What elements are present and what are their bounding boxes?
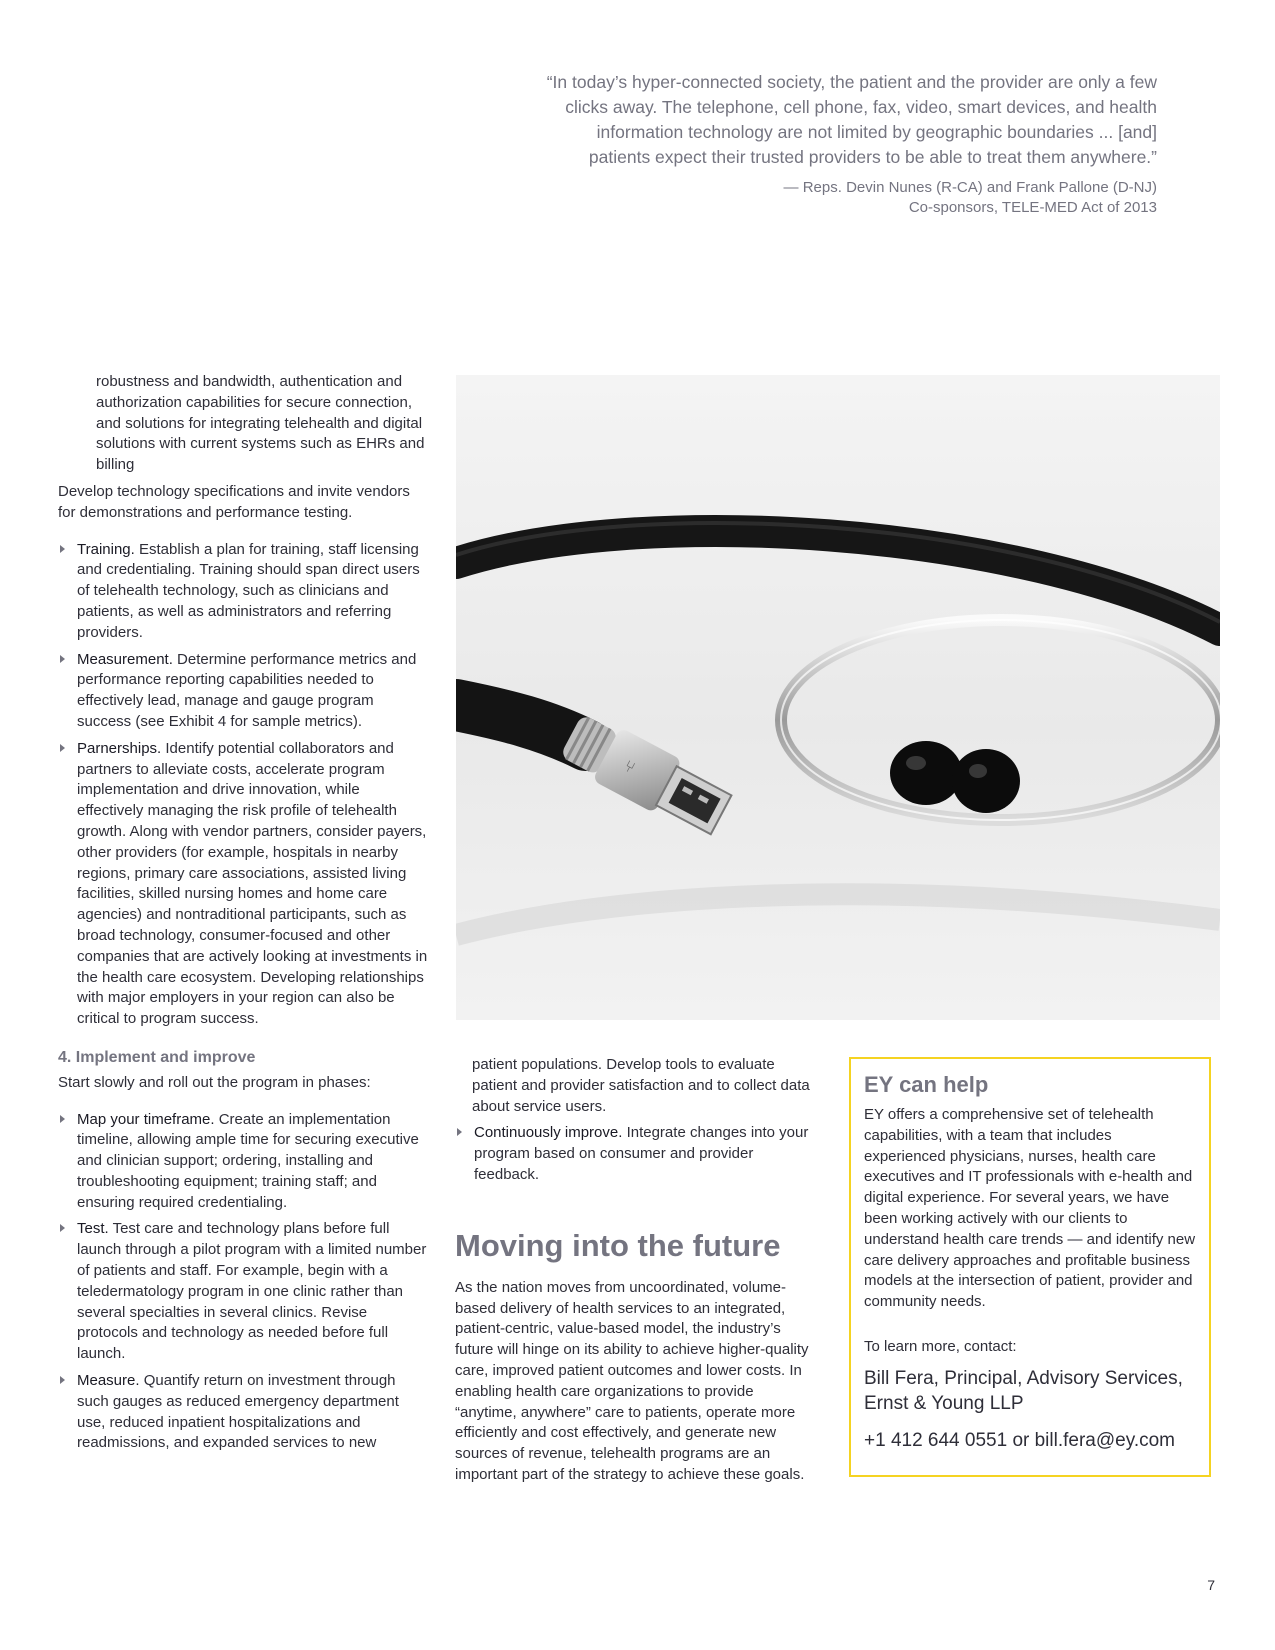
bullet-lead: Measurement.: [77, 650, 173, 668]
svg-text:⑂: ⑂: [621, 756, 639, 778]
quote-line: clicks away. The telephone, cell phone, fax, video, smart devices, and health: [565, 97, 1157, 117]
bullet-lead: Test.: [77, 1220, 109, 1238]
pull-quote: [457, 70, 1157, 218]
box-title: EY can help: [864, 1072, 989, 1097]
list-item: [58, 1219, 430, 1365]
section-heading: 4. Implement and improve: [58, 1048, 256, 1066]
quote-attribution-line: Co-sponsors, TELE-MED Act of 2013: [908, 199, 1157, 216]
quote-attribution-line: — Reps. Devin Nunes (R-CA) and Frank Pallone (D-NJ): [783, 179, 1157, 196]
list-item: [455, 1123, 815, 1185]
bullet-text: Determine performance metrics and performance reporting capabilities needed to effectively lead, manage and gauge program success (see Exhibit 4 for sample metrics).: [77, 650, 417, 730]
quote-line: patients expect their trusted providers to be able to treat them anywhere.”: [588, 147, 1157, 167]
list-item: [58, 1110, 430, 1214]
bullet-arrow-icon: [60, 655, 65, 663]
bullet-arrow-icon: [60, 744, 65, 752]
bullet-lead: Parnerships.: [77, 739, 162, 757]
page-number: 7: [1207, 1577, 1215, 1593]
quote-attribution: [457, 178, 1157, 218]
bullet-text: Establish a plan for training, staff licensing and credentialing. Training should span direct users of telehealth technology, such as clinicians and patients, as well as administrators and referring providers.: [77, 540, 420, 641]
left-column: [58, 372, 430, 1460]
list-item: [58, 650, 430, 733]
bullet-list: [455, 1123, 815, 1185]
contact-phone-email[interactable]: +1 412 644 0551 or bill.fera@ey.com: [864, 1429, 1175, 1451]
continued-bullet-text: robustness and bandwidth, authentication and authorization capabilities for secure connection, and solutions for integrating telehealth and digital solutions with current systems such as EHRs and billing: [96, 373, 425, 474]
contact-name: Bill Fera, Principal, Advisory Services, Ernst & Young LLP: [864, 1367, 1183, 1414]
quote-line: “In today’s hyper-connected society, the patient and the provider are only a few: [546, 72, 1157, 92]
bullet-lead: Continuously improve.: [474, 1124, 623, 1142]
continued-bullet-text: patient populations. Develop tools to evaluate patient and provider satisfaction and to collect data about service users.: [472, 1056, 810, 1115]
bullet-arrow-icon: [60, 1224, 65, 1232]
bullet-text: Identify potential collaborators and partners to alleviate costs, accelerate program implementation and drive innovation, while effectively managing the risk profile of telehealth growth. Along with vendor partners, consider payers, other providers (for example, hospitals in nearby regions, primary care associations, assisted living facilities, skilled nursing homes and home care agencies) and nontraditional participants, such as broad technology, consumer-focused and other companies that are actively looking at investments in the health care ecosystem. Developing relationships with major employers in your region can also be critical to program success.: [77, 739, 428, 1028]
section-intro: Start slowly and roll out the program in phases:: [58, 1073, 371, 1091]
bullet-list: [58, 1110, 430, 1455]
bullet-lead: Measure.: [77, 1372, 140, 1390]
bullet-arrow-icon: [60, 1376, 65, 1384]
bullet-text: Create an implementation timeline, allowing ample time for securing executive and clinician support; ordering, installing and troubleshooting equipment; training staff; and ensuring required credentialing.: [77, 1110, 419, 1211]
list-item: [58, 1371, 430, 1454]
paragraph: As the nation moves from uncoordinated, volume-based delivery of health services to an integrated, patient-centric, value-based model, the industry’s future will hinge on its ability to achieve higher-quality care, improved patient outcomes and lower costs. In enabling health care organizations to provide “anytime, anywhere” care to patients, operate more efficiently and cost effectively, and generate new sources of revenue, telehealth programs are an important part of the strategy to achieve these goals.: [455, 1278, 809, 1483]
quote-line: information technology are not limited by geographic boundaries ... [and]: [596, 122, 1157, 142]
ey-can-help-box: [849, 1057, 1211, 1477]
bullet-arrow-icon: [60, 1115, 65, 1123]
bullet-text: Integrate changes into your program based on consumer and provider feedback.: [474, 1124, 809, 1183]
bullet-text: Test care and technology plans before full launch through a pilot program with a limited number of patients and staff. For example, begin with a teledermatology program in one clinic rather than several specialties in several clinics. Revise protocols and technology as needed before full launch.: [77, 1220, 427, 1363]
learn-more-label: To learn more, contact:: [864, 1337, 1017, 1355]
bullet-arrow-icon: [60, 545, 65, 553]
list-item: [58, 739, 430, 1030]
box-body: EY offers a comprehensive set of telehealth capabilities, with a team that includes experienced physicians, nurses, health care executives and IT professionals with e-health and digital experience. For several years, we have been working actively with our clients to understand health care trends — and identify new care delivery approaches and profitable business models at the intersection of patient, provider and community needs.: [864, 1106, 1196, 1311]
middle-column: [455, 1055, 815, 1486]
bullet-text: Quantify return on investment through such gauges as reduced emergency department use, reduced inpatient hospitalizations and readmissions, and expanded services to new: [77, 1372, 399, 1452]
section-title: Moving into the future: [455, 1227, 781, 1263]
bullet-lead: Training.: [77, 540, 135, 558]
bullet-arrow-icon: [457, 1128, 462, 1136]
list-item: [58, 540, 430, 644]
paragraph: Develop technology specifications and invite vendors for demonstrations and performance testing.: [58, 482, 410, 521]
stethoscope-usb-photo: [456, 375, 1220, 1020]
bullet-list: [58, 540, 430, 1030]
bullet-lead: Map your timeframe.: [77, 1110, 215, 1128]
